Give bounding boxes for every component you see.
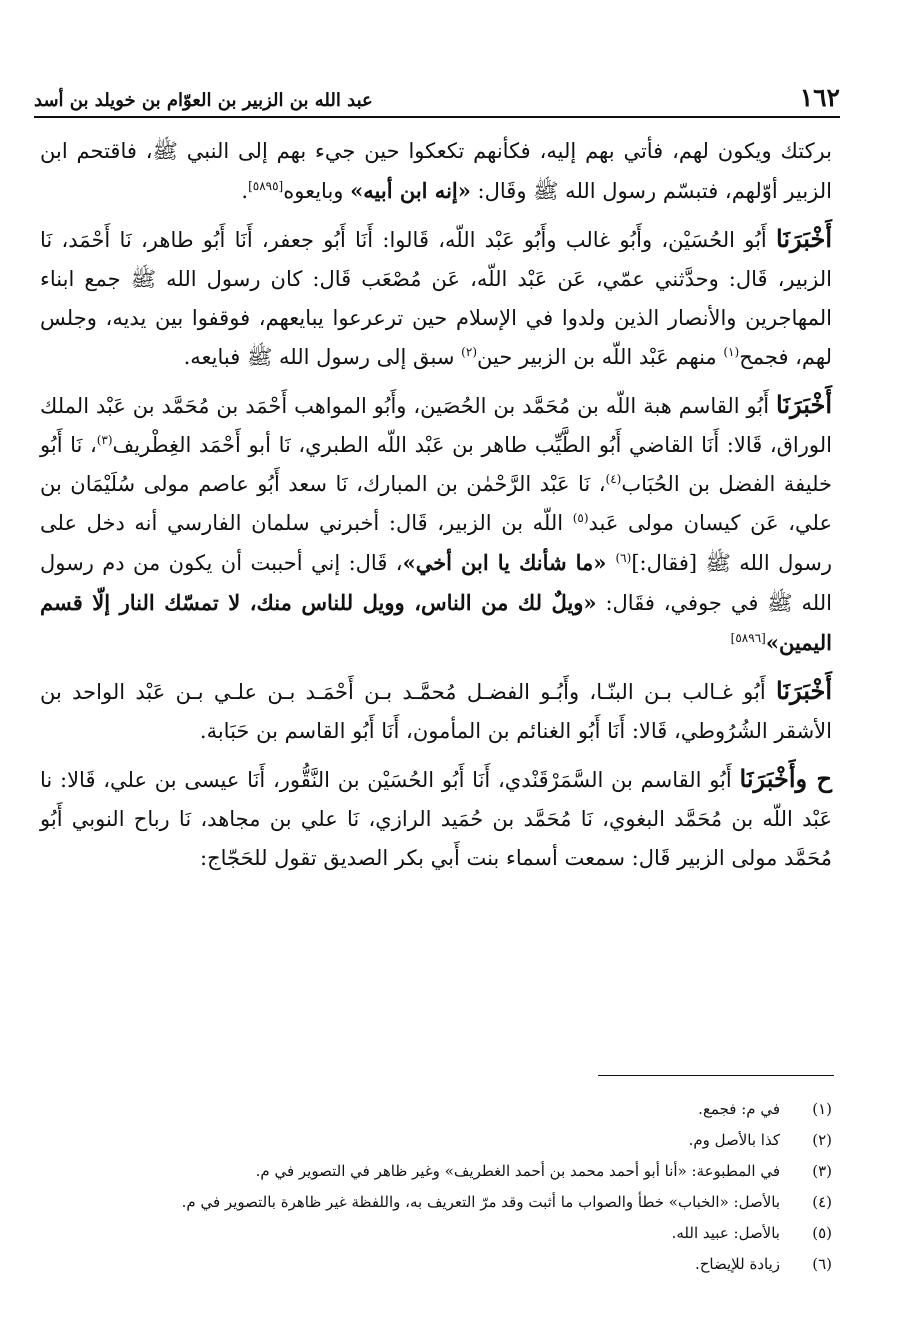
- footnote-number: (٥): [812, 1223, 832, 1242]
- footnote-number: (٢): [812, 1130, 832, 1149]
- footnote-separator: [598, 1075, 834, 1076]
- footnote-item: [40, 1093, 832, 1124]
- chain-lead: أَخْبَرَنَا: [776, 224, 832, 253]
- page-number: ١٦٢: [799, 83, 840, 112]
- footnote-ref: (٦): [615, 551, 632, 565]
- footnote-text: كذا بالأصل وم.: [688, 1130, 780, 1149]
- footnote-text: في المطبوعة: «أنا أبو أحمد محمد بن أحمد الغطريف» وغير ظاهر في التصوير في م.: [255, 1161, 780, 1180]
- prophet-quote: «ويلٌ لك من الناس، وويل للناس منك، لا تمسّك النار إلّا قسم اليمين»: [40, 590, 832, 655]
- footnote-item: [40, 1124, 832, 1155]
- running-title: عبد الله بن الزبير بن العوّام بن خويلد بن أسد: [34, 90, 373, 111]
- paragraph-4: أَخْبَرَنَا أَبُو غـالب بـن البنّـا، وأَبُـو الفضـل مُحمَّـد بـن أَحْمَـد بـن علـي بـن عَبْد الواحد بن الأشقر الشُرُوطي، قَالا: أَنَا أَبُو الغنائم بن المأمون، أَنَا أَبُو القاسم بن حَبَابة.: [40, 676, 832, 743]
- hadith-number: [٥٨٩٥]: [248, 179, 284, 193]
- chain-prefix: ح: [807, 764, 832, 793]
- footnotes: [40, 1093, 832, 1279]
- hadith-number: [٥٨٩٦]: [730, 631, 766, 645]
- chain-lead: أَخْبَرَنَا: [776, 390, 832, 419]
- footnote-number: (٦): [812, 1254, 832, 1273]
- prophet-quote: «إنه ابن أبيه»: [350, 178, 471, 203]
- footnote-ref: (١): [723, 345, 740, 359]
- header-rule: [34, 116, 840, 118]
- footnote-number: (٤): [812, 1192, 832, 1211]
- footnote-ref: (٢): [461, 345, 477, 359]
- footnote-item: [40, 1155, 832, 1186]
- footnote-ref: (٣): [96, 433, 113, 447]
- footnote-text: بالأصل: «الخباب» خطأ والصواب ما أثبت وقد مرّ التعريف به، واللفظة غير ظاهرة بالتصوير في م.: [181, 1192, 780, 1211]
- footnote-text: زيادة للإيضاح.: [694, 1254, 780, 1273]
- footnote-text: بالأصل: عبيد الله.: [671, 1223, 780, 1242]
- chain-lead: وأَخْبَرَنَا: [739, 764, 808, 793]
- paragraph-2: أَخْبَرَنَا أَبُو الحُسَيْن، وأَبُو غالب وأَبُو عَبْد اللّه، قَالوا: أَنَا أَبُو جعفر، أَنَا أَبُو طاهر، نَا أَحْمَد، نَا الزبير، قَال: وحدَّثني عمّي، عَن عَبْد اللّه، عَن مُصْعَب قَال: كان رسول الله ﷺ جمع ابناء المهاجرين والأنصار الذين ولدوا في الإسلام حين ترعرعوا يبايعهم، فوقفوا بين يديه، وجلس لهم، فجمح$^{(١)}$ منهم عَبْد اللّه بن الزبير حين$^{(٢)}$ سبق إلى رسول الله ﷺ فبايعه.: [40, 224, 833, 369]
- paragraph-3: أَخْبَرَنَا أَبُو القاسم هبة اللّه بن مُحَمَّد بن الحُصَين، وأَبُو المواهب أَحْمَد بن مُحَمَّد بن عَبْد الملك الوراق، قَالا: أَنَا القاضي أَبُو الطَّيِّب طاهر بن عَبْد اللّه الطبري، نَا أبو أَحْمَد الغِطْريف$^{(٣)}$، نَا أَبُو خليفة الفضل بن الحُبَاب$^{(٤)}$، نَا عَبْد الرَّحْمٰن بن المبارك، نَا سعد أَبُو عاصم مولى سُلَيْمَان بن علي، عَن كيسان مولى عَبد$^{(٥)}$ اللّه بن الزبير، قَال: أخبرني سلمان الفارسي أنه دخل على رسول الله ﷺ [فقال:]$^{(٦)}$ «ما شأنك يا ابن أخي»، قَال: إني أحببت أن يكون من دم رسول الله ﷺ في جوفي، فقَال: «ويلٌ لك من الناس، وويل للناس منك، لا تمسّك النار إلّا قسم اليمين»[٥٨٩٦]: [40, 390, 833, 655]
- footnote-ref: (٥): [572, 511, 589, 525]
- page-header: [34, 66, 840, 110]
- chain-lead: أَخْبَرَنَا: [776, 676, 832, 705]
- footnote-number: (٣): [812, 1161, 832, 1180]
- footnote-ref: (٤): [605, 472, 622, 486]
- footnote-item: [40, 1217, 832, 1248]
- paragraph-5: ح وأَخْبَرَنَا أَبُو القاسم بن السَّمَرْقَنْدي، أَنَا أَبُو الحُسَيْن بن النَّقُّور، أَنَا عيسى بن علي، قَالا: نا عَبْد اللّه بن مُحَمَّد البغوي، نَا مُحَمَّد بن حُمَيد الرازي، نَا علي بن مجاهد، نَا رباح النوبي أَبُو مُحَمَّد مولى الزبير قَال: سمعت أسماء بنت أَبي بكر الصديق تقول للحَجّاج:: [40, 764, 832, 870]
- footnote-text: في م: فجمع.: [698, 1099, 780, 1118]
- footnote-number: (١): [812, 1099, 832, 1118]
- paragraph-1: بركتك ويكون لهم، فأتي بهم إليه، فكأنهم تكعكوا حين جيء بهم إلى النبي ﷺ، فاقتحم ابن الزبير أوّلهم، فتبسّم رسول الله ﷺ وقَال: «إنه ابن أبيه» وبايعوه[٥٨٩٥].: [40, 139, 832, 203]
- prophet-quote: «ما شأنك يا ابن أخي»: [402, 550, 616, 575]
- footnote-item: [40, 1186, 832, 1217]
- main-text: [40, 132, 832, 886]
- footnote-item: [40, 1248, 832, 1279]
